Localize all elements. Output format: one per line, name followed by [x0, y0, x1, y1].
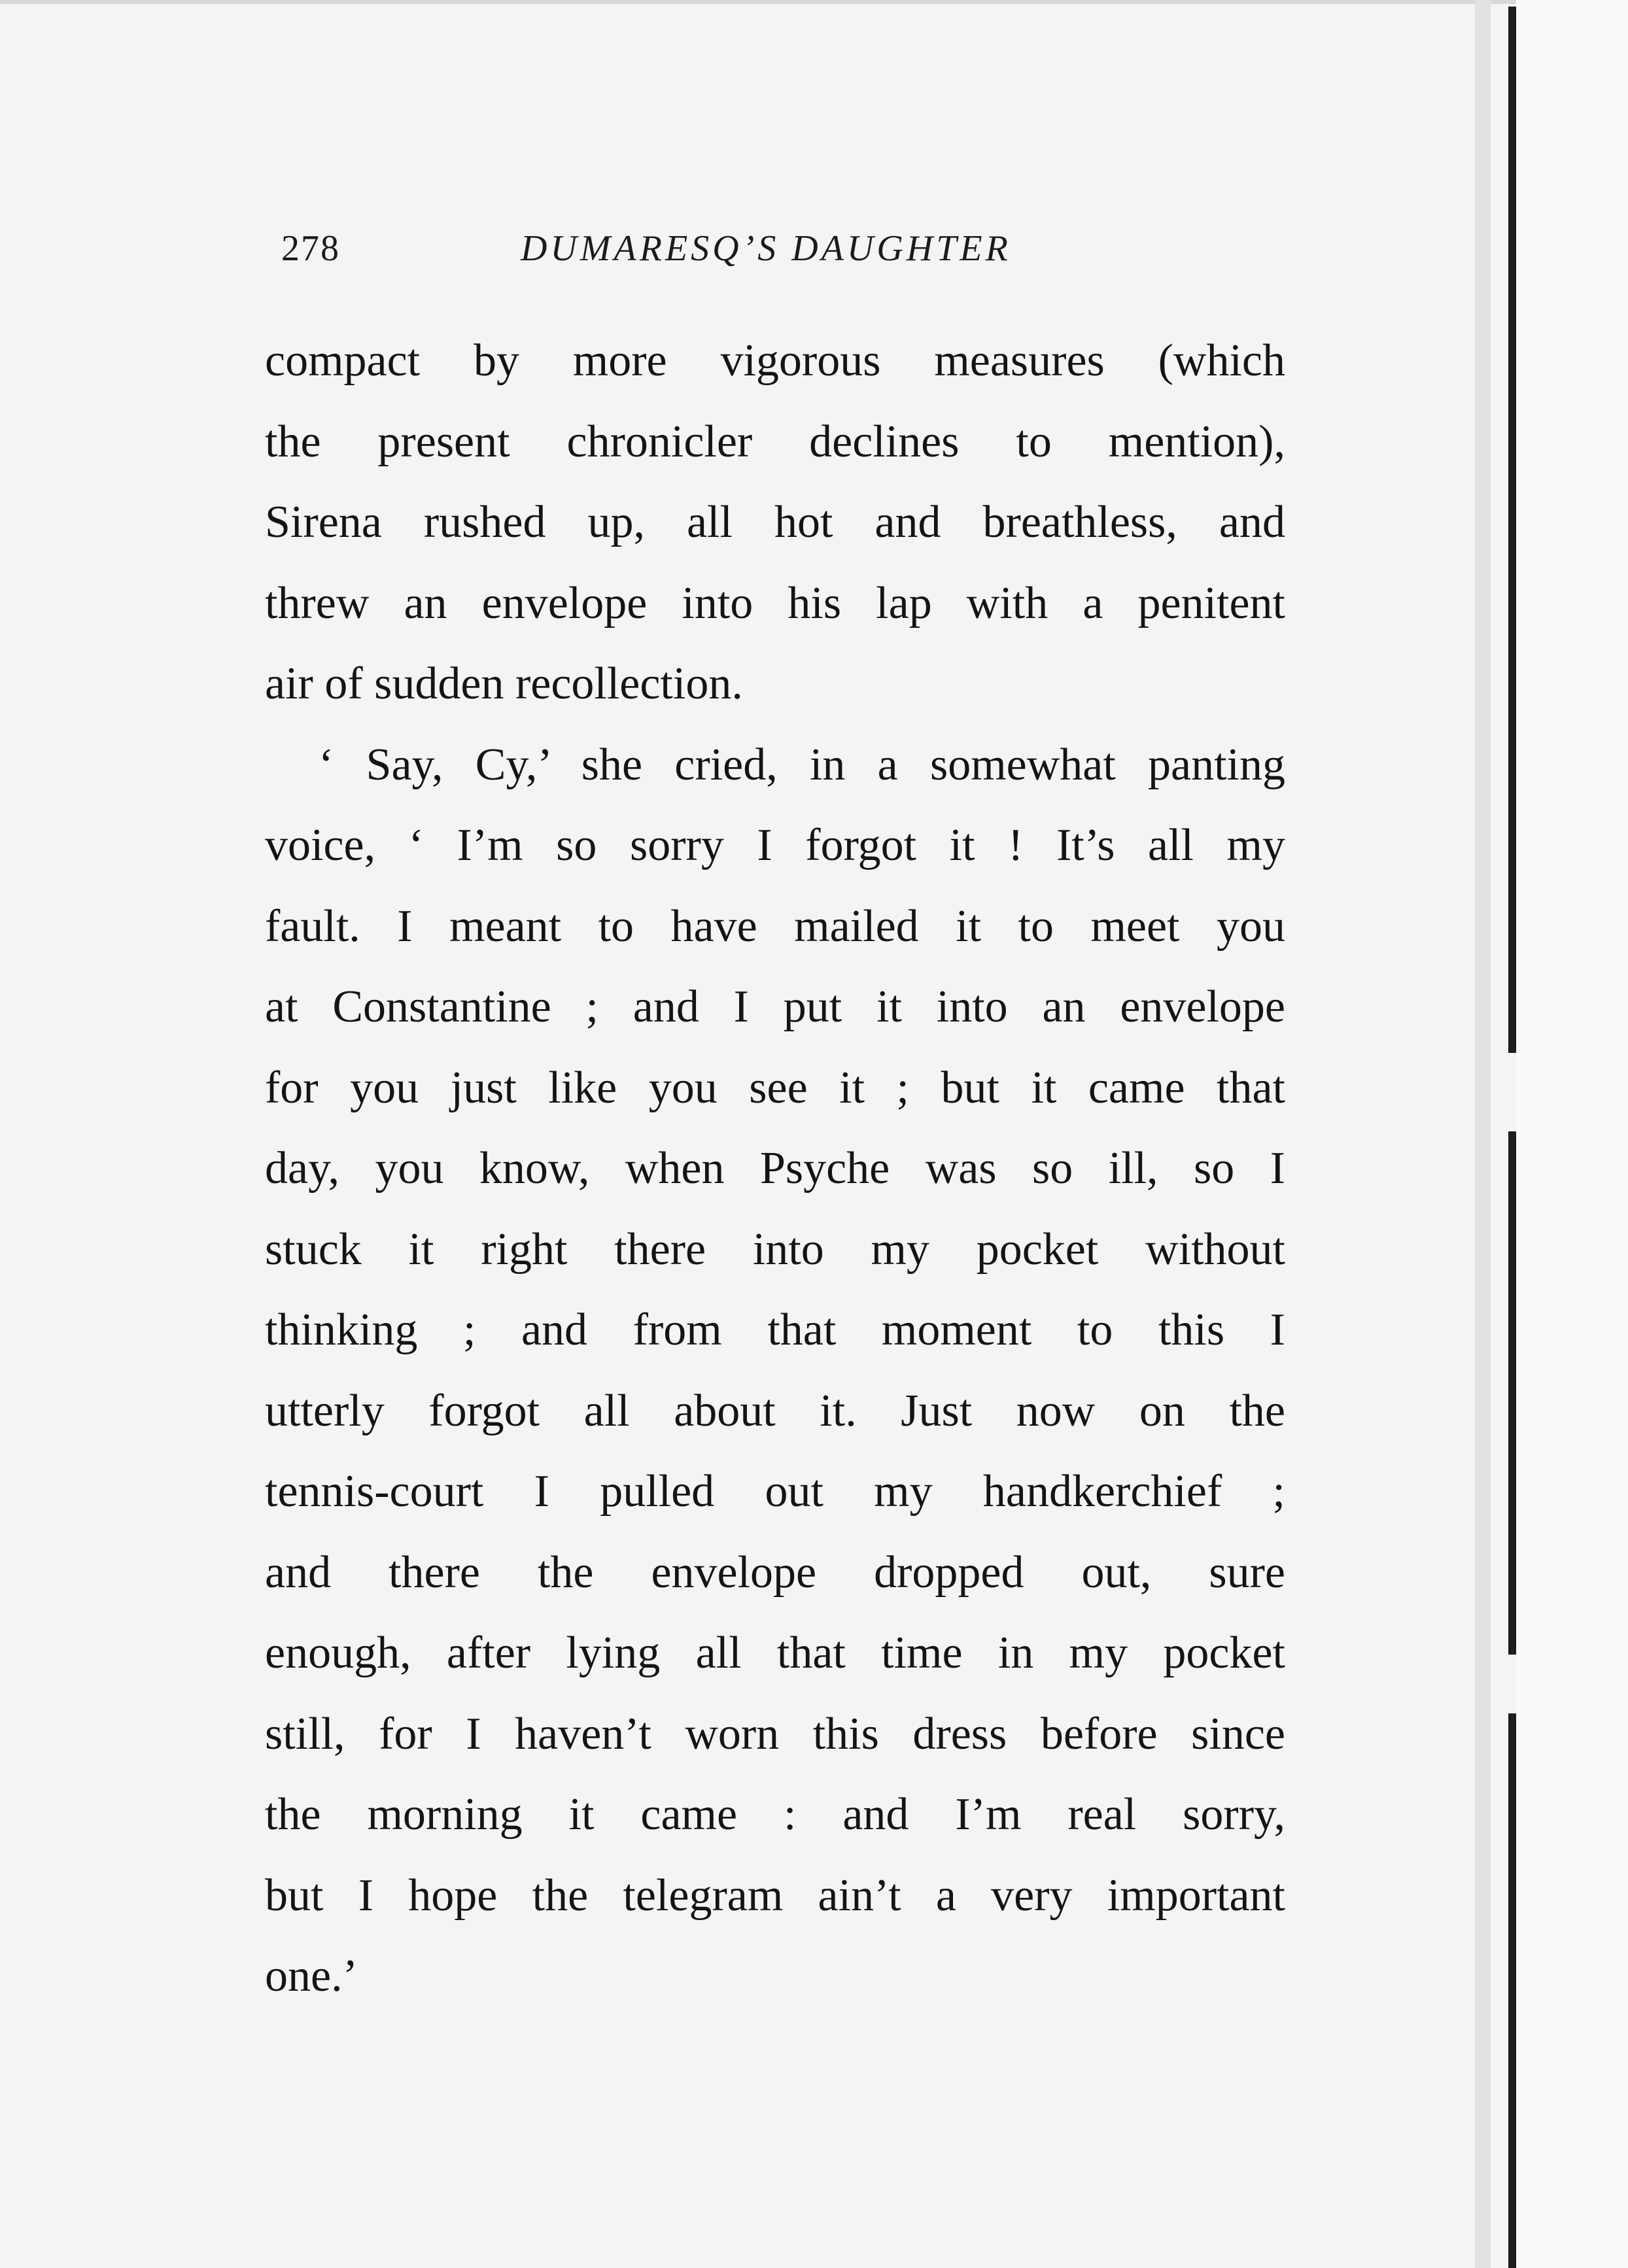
body-text: [265, 320, 1285, 2017]
page-top-edge: [0, 0, 1628, 4]
text-line: ‘ Say, Cy,’ she cried, in a somewhat panting: [319, 739, 1285, 790]
page-gutter-shadow: [1475, 0, 1491, 2268]
text-line: air of sudden recollection.: [265, 659, 743, 709]
text-line: enough, after lying all that time in my pocket: [265, 1628, 1285, 1678]
binding-edge: [1508, 7, 1516, 2268]
binding-edge-gap: [1508, 1655, 1516, 1713]
text-line: and there the envelope dropped out, sure: [265, 1547, 1285, 1598]
text-line: still, for I haven’t worn this dress before since: [265, 1708, 1285, 1759]
running-head: [281, 228, 1053, 280]
text-line: threw an envelope into his lap with a penitent: [265, 577, 1285, 628]
text-line: fault. I meant to have mailed it to meet you: [265, 901, 1285, 952]
text-line: stuck it right there into my pocket without: [265, 1224, 1285, 1275]
page-margin-beyond-binding: [1516, 0, 1628, 2268]
text-line: compact by more vigorous measures (which: [265, 335, 1285, 386]
text-line: Sirena rushed up, all hot and breathless, and: [265, 497, 1285, 547]
text-line: thinking ; and from that moment to this I: [265, 1305, 1285, 1355]
text-line: but I hope the telegram ain’t a very important: [265, 1870, 1285, 1921]
text-line: the present chronicler declines to mention),: [265, 416, 1285, 467]
binding-edge-gap: [1508, 1053, 1516, 1131]
text-line: at Constantine ; and I put it into an envelope: [265, 982, 1285, 1032]
text-line: utterly forgot all about it. Just now on the: [265, 1385, 1285, 1436]
text-line: one.’: [265, 1951, 358, 2001]
text-line: day, you know, when Psyche was so ill, so I: [265, 1143, 1285, 1194]
text-line: voice, ‘ I’m so sorry I forgot it ! It’s all my: [265, 820, 1285, 870]
text-line: for you just like you see it ; but it came that: [265, 1062, 1285, 1113]
page-number: 278: [281, 228, 340, 269]
running-title: DUMARESQ’S DAUGHTER: [521, 228, 1011, 269]
text-line: the morning it came : and I’m real sorry,: [265, 1789, 1285, 1840]
text-line: tennis-court I pulled out my handkerchief ;: [265, 1466, 1285, 1517]
